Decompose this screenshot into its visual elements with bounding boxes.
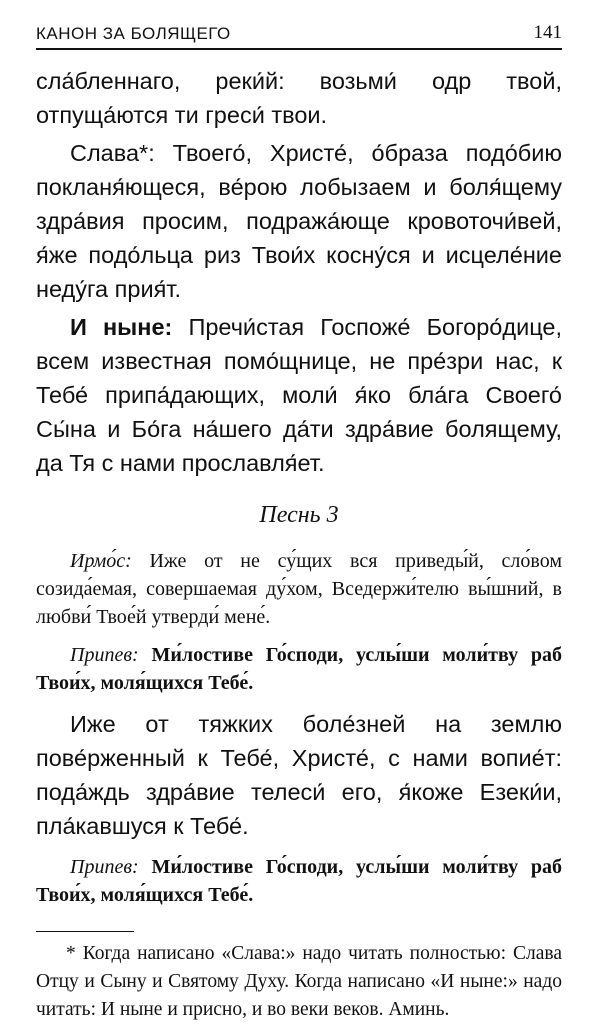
refrain-paragraph [36, 641, 562, 697]
paragraph-i-nyne [36, 310, 562, 480]
refrain-text: Ми́лостиве Го́споди, услы́ши моли́тву раб Твои́х, моля́щихся Тебе́. [36, 644, 562, 694]
footnote: * Когда написано «Слава:» надо читать полностью: Слава Отцу и Сыну и Святому Духу. Когда написано «И ныне:» надо читать: И ныне и присно, и во веки веков. Аминь. [36, 943, 562, 1020]
irmos-label: Ирмо́с: [70, 550, 132, 572]
page-number: 141 [533, 22, 562, 43]
running-header [36, 22, 562, 50]
refrain-paragraph-2 [36, 853, 562, 909]
irmos-paragraph [36, 547, 562, 631]
section-title: Песнь 3 [259, 502, 339, 528]
footnote-divider [36, 931, 134, 932]
paragraph-continuation: сла́бленнаго, реки́й: возьми́ одр твой, отпуща́ются ти греси́ твои. [36, 68, 562, 128]
i-nyne-label: И ныне: [70, 314, 173, 340]
paragraph-slava: Слава*: Твоего́, Христе́, о́браза подо́бию покланя́ющеся, ве́рою лобызаем и боля́щему здра́вия просим, подража́юще кровоточи́вей, я́же подо́льца риз Твои́х косну́ся и исцеле́ние неду́га прия́т. [36, 140, 562, 302]
i-nyne-text: Пречи́стая Госпоже́ Богоро́дице, всем известная помо́щнице, не пре́зри нас, к Тебе́ припа́дающих, моли́ я́ко бла́га Своего́ Сы́на и Бо́га на́шего да́ти здра́вие болящему, да Тя с нами прославля́ет. [36, 314, 562, 476]
refrain-label-2: Припев: [70, 856, 139, 878]
refrain-text-2: Ми́лостиве Го́споди, услы́ши моли́тву раб Твои́х, моля́щихся Тебе́. [36, 856, 562, 906]
page-body [36, 64, 562, 1024]
refrain-label: Припев: [70, 644, 139, 666]
running-title: КАНОН ЗА БОЛЯЩЕГО [36, 24, 231, 43]
troparion-paragraph: Иже от тяжких боле́зней на землю пове́рженный к Тебе́, Христе́, с нами вопие́т: пода́ждь здра́вие телеси́ его, я́коже Езеки́и, пла́кавшуся к Тебе́. [36, 711, 562, 839]
irmos-text: Иже от не су́щих вся приведы́й, сло́вом созида́емая, совершаемая ду́хом, Вседержи́телю вы́шний, в любви́ Твое́й утверди́ мене́. [36, 550, 562, 628]
